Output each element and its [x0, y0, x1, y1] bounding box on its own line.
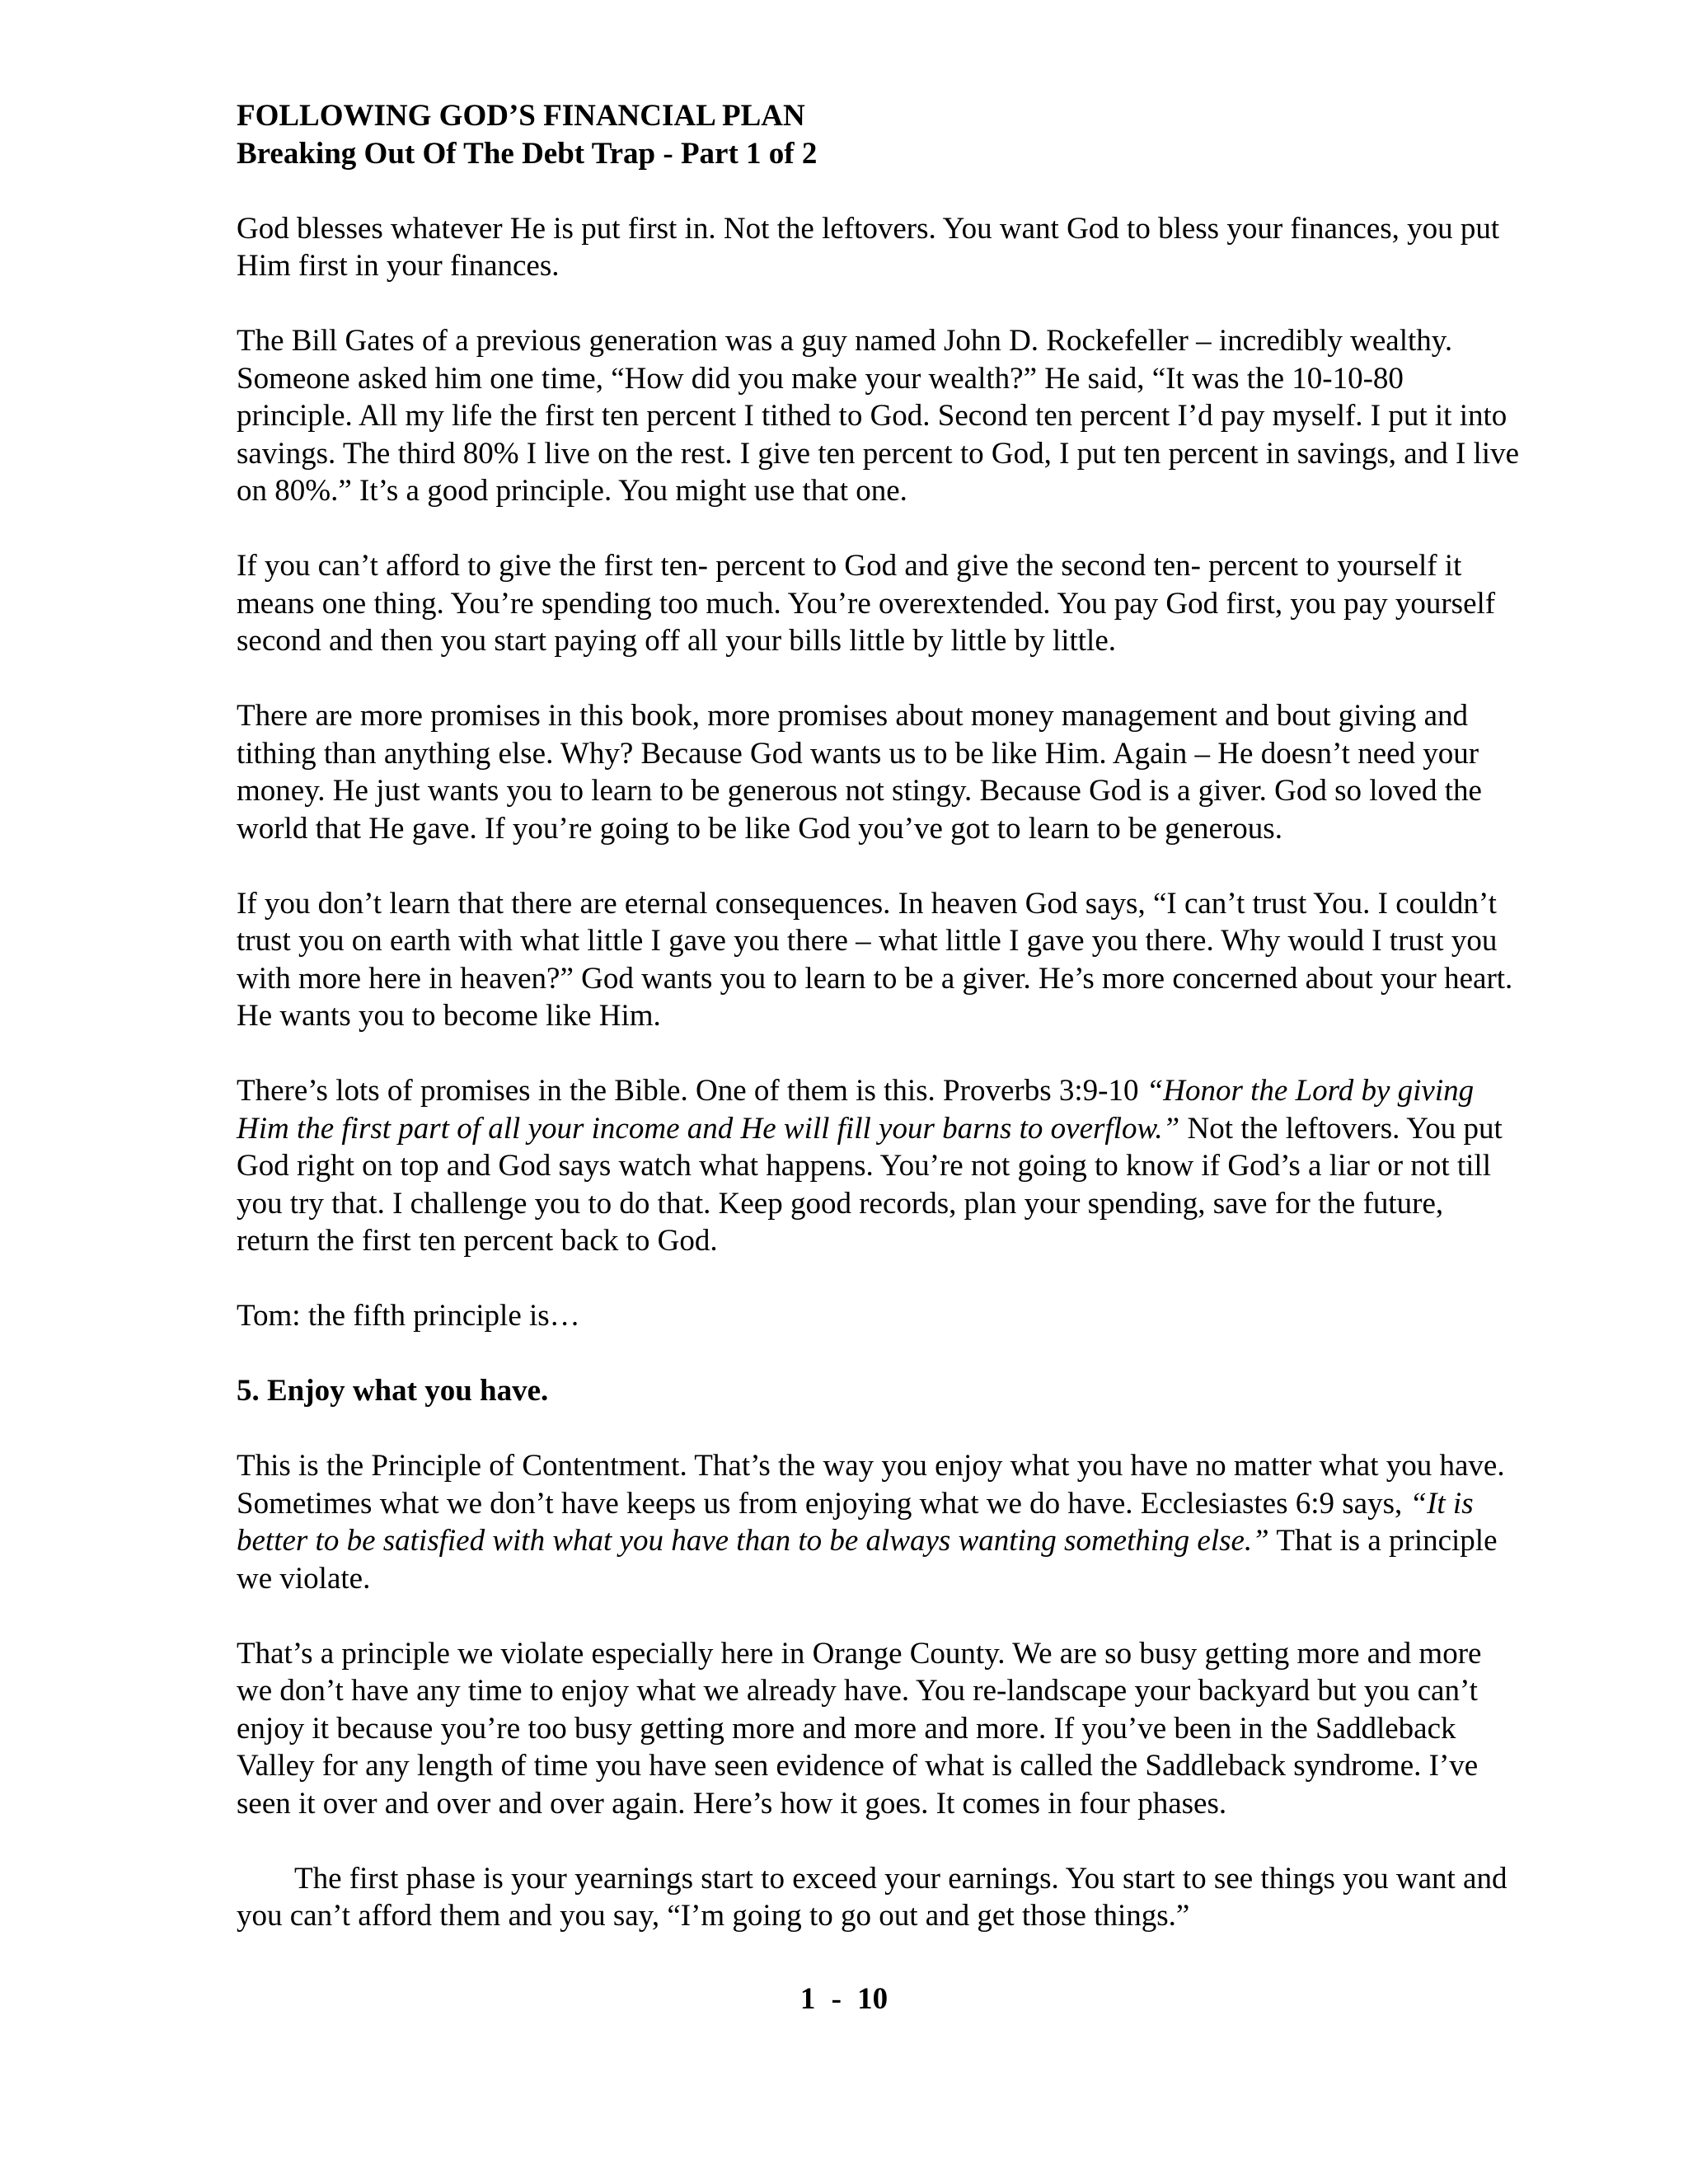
document-title: FOLLOWING GOD’S FINANCIAL PLAN — [237, 99, 805, 133]
paragraph-8 — [237, 1447, 1522, 1597]
ecclesiastes-quote: “It is better to be satisfied with what you have than to be always wanting something else.” — [237, 1486, 1474, 1558]
paragraph-1: God blesses whatever He is put first in. Not the leftovers. You want God to bless your finances, you put Him first in your finances. — [237, 211, 1500, 283]
paragraph-7: Tom: the fifth principle is… — [237, 1299, 580, 1333]
document-subtitle: Breaking Out Of The Debt Trap - Part 1 of 2 — [237, 136, 818, 171]
paragraph-5: If you don’t learn that there are eternal consequences. In heaven God says, “I can’t trust You. I couldn’t trust you on earth with what little I gave you there – what little I gave you there. Why would I trust you with more here in heaven?” God wants you to learn to be a giver. He’s more concerned about your heart. He wants you to become like Him. — [237, 886, 1513, 1033]
paragraph-4: There are more promises in this book, more promises about money management and bout giving and tithing than anything else. Why? Because God wants us to be like Him. Again – He doesn’t need your money. He just wants you to learn to be generous not stingy. Because God is a giver. God so loved the world that He gave. If you’re going to be like God you’ve got to learn to be generous. — [237, 699, 1482, 846]
paragraph-9: That’s a principle we violate especially here in Orange County. We are so busy getting more and more we don’t have any time to enjoy what we already have. You re-landscape your backyard but you can’t enjoy it because you’re too busy getting more and more and more. If you’ve been in the Saddleback Valley for any length of time you have seen evidence of what is called the Saddleback syndrome. I’ve seen it over and over and over again. Here’s how it goes. It comes in four phases. — [237, 1636, 1482, 1821]
proverbs-quote: “Honor the Lord by giving Him the first part of all your income and He will fill your barns to overflow.” — [237, 1074, 1475, 1146]
paragraph-8-rest: That is a principle we violate. — [237, 1524, 1498, 1596]
paragraph-3: If you can’t afford to give the first ten- percent to God and give the second ten- percent to yourself it means one thing. You’re spending too much. You’re overextended. You pay God first, you pay yourself second and then you start paying off all your bills little by little by little. — [237, 549, 1496, 658]
paragraph-6-rest: Not the leftovers. You put God right on top and God says watch what happens. You’re not going to know if God’s a liar or not till you try that. I challenge you to do that. Keep good records, plan your spending, save for the future, return the first ten percent back to God. — [237, 1111, 1503, 1258]
paragraph-6 — [237, 1072, 1522, 1260]
paragraph-2: The Bill Gates of a previous generation was a guy named John D. Rockefeller – incredibly wealthy. Someone asked him one time, “How did you make your wealth?” He said, “It was the 10-10-80 principle. All my life the first ten percent I tithed to God. Second ten percent I’d pay myself. I put it into savings. The third 80% I live on the rest. I give ten percent to God, I put ten percent in savings, and I live on 80%.” It’s a good principle. You might use that one. — [237, 324, 1520, 508]
document-body — [237, 97, 1522, 1935]
principle-heading: 5. Enjoy what you have. — [237, 1374, 549, 1408]
paragraph-10: The first phase is your yearnings start to exceed your earnings. You start to see things you want and you can’t afford them and you say, “I’m going to go out and get those things.” — [237, 1861, 1507, 1933]
page-number: 1 - 10 — [799, 1982, 889, 2016]
paragraph-6-intro: There’s lots of promises in the Bible. One of them is this. Proverbs 3:9-10 — [237, 1074, 1146, 1108]
document-header — [237, 97, 1522, 172]
paragraph-8-intro: This is the Principle of Contentment. That’s the way you enjoy what you have no matter what you have. Sometimes what we don’t have keeps us from enjoying what we do have. Ecclesiastes 6:9 says, — [237, 1449, 1505, 1521]
